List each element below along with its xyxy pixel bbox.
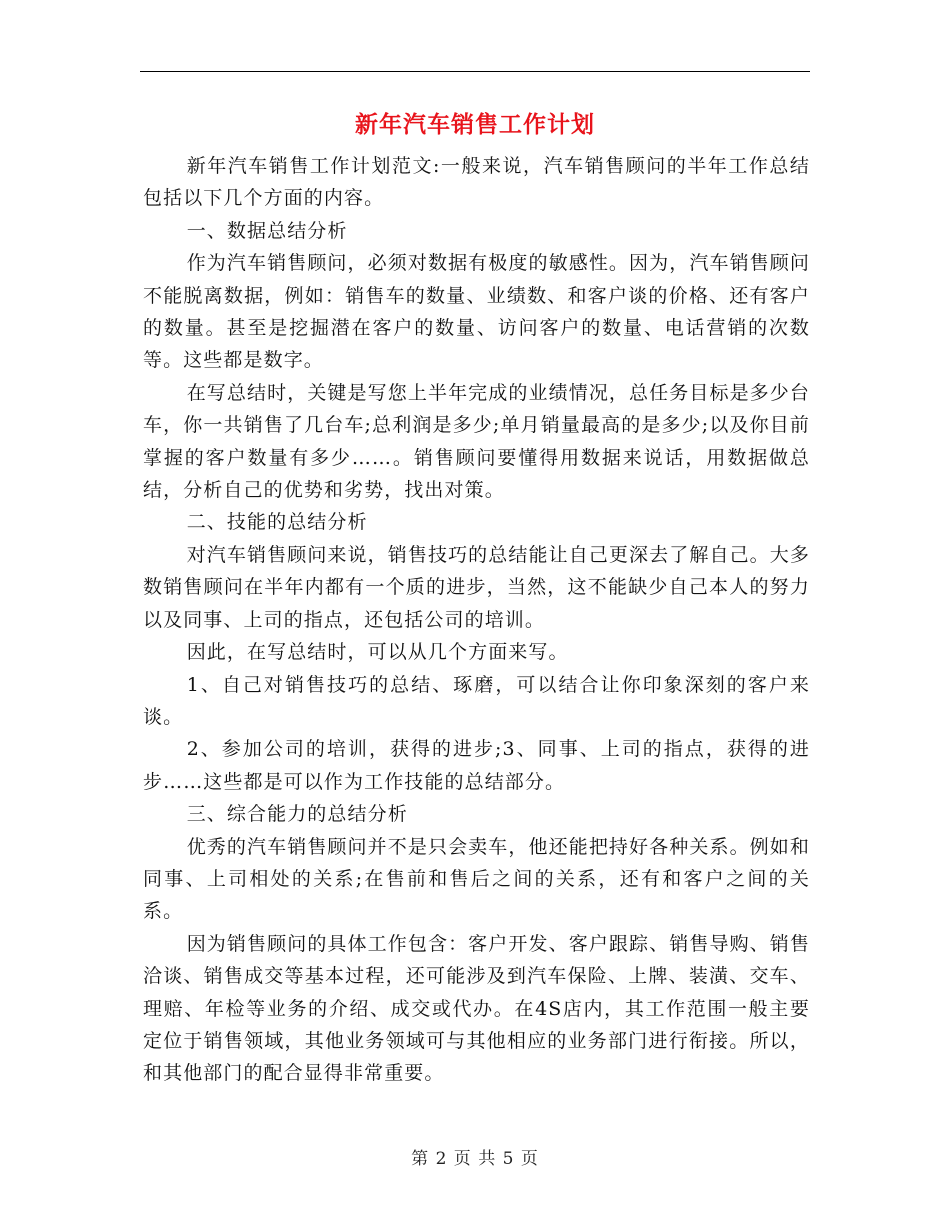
section-heading-skills: 二、技能的总结分析 (186, 511, 368, 534)
intro-paragraph: 新年汽车销售工作计划范文:一般来说，汽车销售顾问的半年工作总结包括以下几个方面的内容。 (143, 155, 810, 210)
list-item: 1、自己对销售技巧的总结、琢磨，可以结合让你印象深刻的客户来谈。 (143, 673, 810, 728)
document-body (143, 150, 810, 1090)
paragraph: 在写总结时，关键是写您上半年完成的业绩情况，总任务目标是多少台车，你一共销售了几台车;总利润是多少;单月销量最高的是多少;以及你目前掌握的客户数量有多少……。销售顾问要懂得用数据来说话，用数据做总结，分析自己的优势和劣势，找出对策。 (143, 381, 810, 502)
header-rule (140, 71, 810, 72)
list-item: 2、参加公司的培训，获得的进步;3、同事、上司的指点，获得的进步……这些都是可以作为工作技能的总结部分。 (143, 738, 810, 793)
paragraph: 因此，在写总结时，可以从几个方面来写。 (186, 641, 569, 664)
paragraph: 对汽车销售顾问来说，销售技巧的总结能让自己更深去了解自己。大多数销售顾问在半年内都有一个质的进步，当然，这不能缺少自己本人的努力以及同事、上司的指点，还包括公司的培训。 (143, 543, 810, 631)
paragraph: 因为销售顾问的具体工作包含：客户开发、客户跟踪、销售导购、销售洽谈、销售成交等基本过程，还可能涉及到汽车保险、上牌、装潢、交车、理赔、年检等业务的介绍、成交或代办。在4S店内，其工作范围一般主要定位于销售领域，其他业务领域可与其他相应的业务部门进行衔接。所以，和其他部门的配合显得非常重要。 (143, 932, 810, 1085)
paragraph: 优秀的汽车销售顾问并不是只会卖车，他还能把持好各种关系。例如和同事、上司相处的关系;在售前和售后之间的关系，还有和客户之间的关系。 (143, 835, 810, 923)
page-number: 第 2 页 共 5 页 (411, 1149, 539, 1169)
section-heading-data: 一、数据总结分析 (186, 219, 348, 242)
paragraph: 作为汽车销售顾问，必须对数据有极度的敏感性。因为，汽车销售顾问不能脱离数据，例如：销售车的数量、业绩数、和客户谈的价格、还有客户的数量。甚至是挖掘潜在客户的数量、访问客户的数量、电话营销的次数等。这些都是数字。 (143, 252, 810, 372)
document-title: 新年汽车销售工作计划 (355, 112, 595, 138)
section-heading-ability: 三、综合能力的总结分析 (186, 803, 408, 826)
